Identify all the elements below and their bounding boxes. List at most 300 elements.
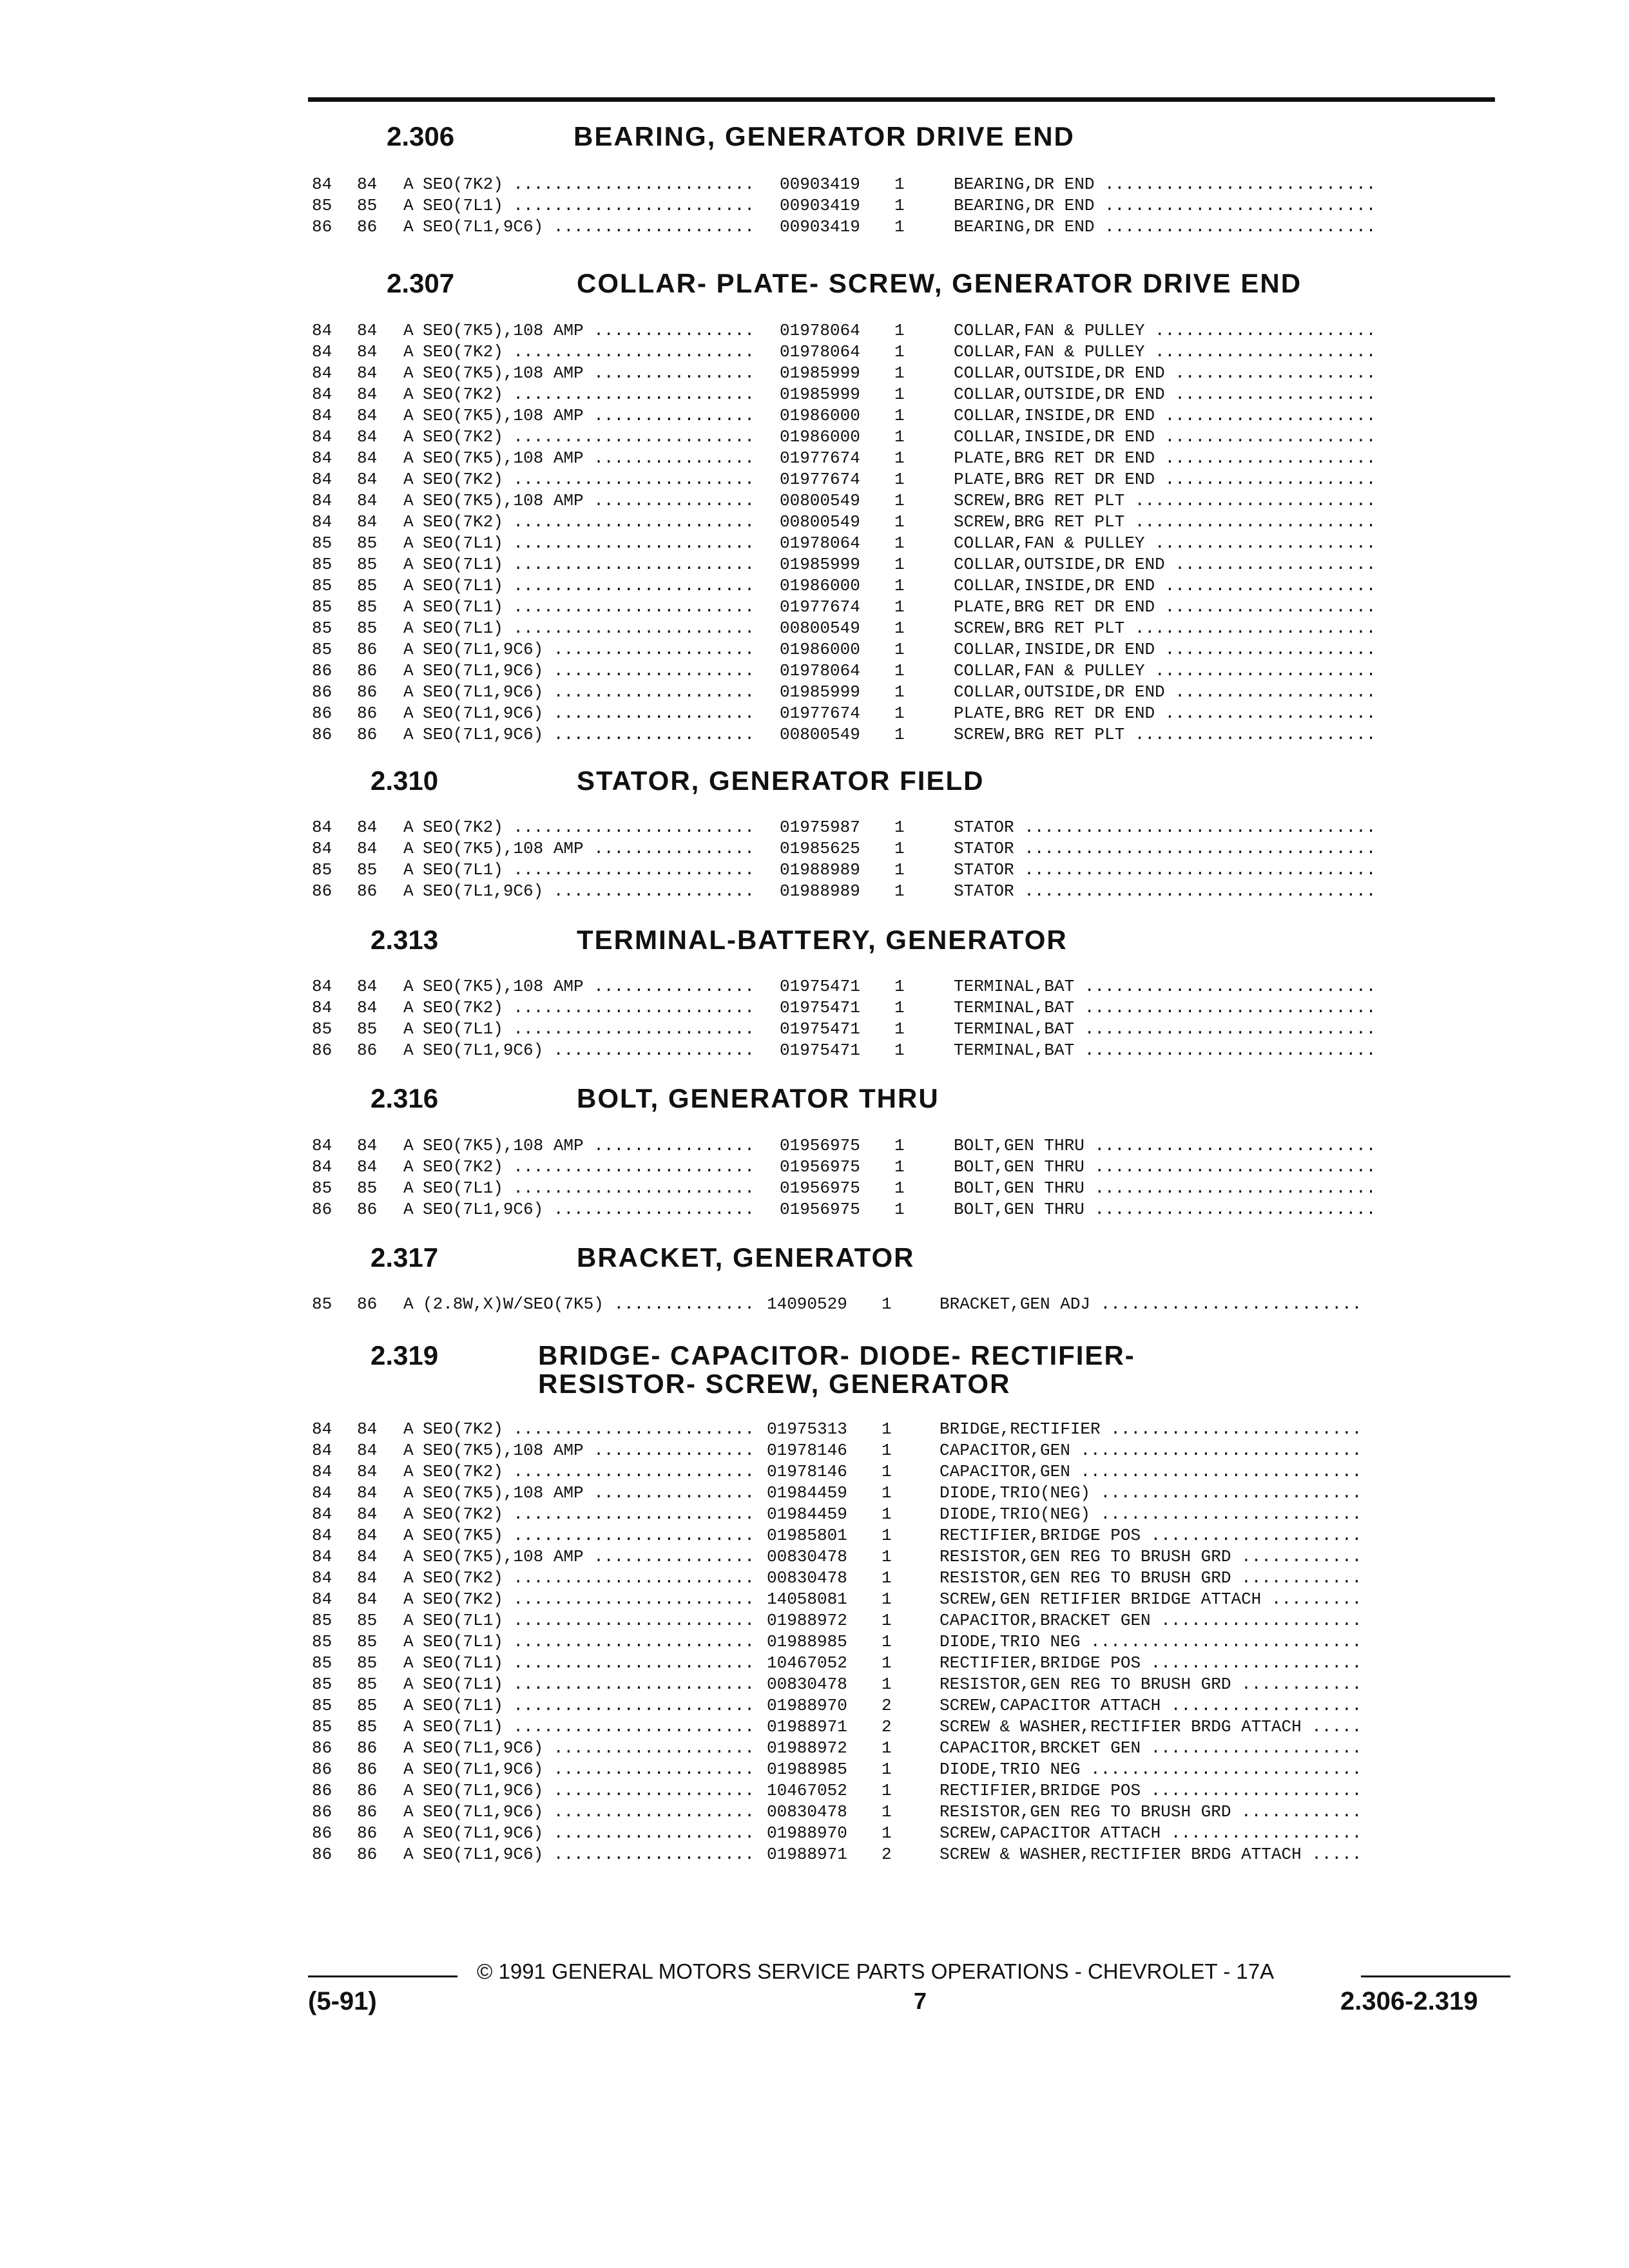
section-number: 2.310 [371,765,439,796]
quantity: 1 [882,1294,892,1314]
quantity: 1 [894,881,905,901]
quantity: 1 [894,860,905,879]
model-year-to: 84 [357,1441,378,1460]
part-number: 01956975 [780,1200,860,1219]
part-number: 00800549 [780,725,860,744]
usage-code: SEO(7L1) ..... [423,1653,758,1674]
description: DIODE,TRIO NEG ..... [940,1759,1365,1780]
usage-code: SEO(7L1,9C6) ..... [423,724,758,745]
part-number: 01978146 [767,1441,847,1460]
group-code: A [403,448,414,468]
model-year-to: 84 [357,427,378,447]
model-year-from: 86 [312,1802,333,1821]
model-year-to: 86 [357,640,378,659]
quantity: 1 [894,427,905,447]
quantity: 1 [882,1802,892,1821]
table-row [0,817,1629,838]
group-code: A [403,1136,414,1155]
description: TERMINAL,BAT ..... [954,1040,1379,1061]
usage-code: SEO(7K5),108 AMP ..... [423,363,758,384]
quantity: 1 [882,1504,892,1524]
quantity: 1 [894,661,905,680]
usage-code: SEO(7L1,9C6) ..... [423,1823,758,1844]
quantity: 2 [882,1845,892,1864]
part-number: 01985999 [780,555,860,574]
quantity: 1 [882,1419,892,1439]
description: COLLAR,INSIDE,DR END ..... [954,575,1379,597]
model-year-to: 84 [357,1157,378,1177]
model-year-to: 84 [357,342,378,361]
usage-code: SEO(7L1) ..... [423,1178,758,1199]
section-title: BOLT, GENERATOR THRU [577,1083,940,1113]
part-number: 01975313 [767,1419,847,1439]
description: RESISTOR,GEN REG TO BRUSH GRD ..... [940,1674,1365,1695]
table-row [0,554,1629,575]
usage-code: SEO(7K5),108 AMP ..... [423,448,758,469]
usage-code: SEO(7L1,9C6) ..... [423,1199,758,1220]
section-title: BRIDGE- CAPACITOR- DIODE- RECTIFIER- RESISTOR- SCREW, GENERATOR [538,1340,1135,1399]
usage-code: SEO(7K5),108 AMP ..... [423,838,758,860]
quantity: 2 [882,1696,892,1715]
part-number: 01975987 [780,818,860,837]
model-year-from: 84 [312,1547,333,1566]
description: COLLAR,INSIDE,DR END ..... [954,405,1379,427]
description: BEARING,DR END ..... [954,174,1379,195]
part-number: 01977674 [780,597,860,617]
model-year-from: 85 [312,1653,333,1673]
description: SCREW,CAPACITOR ATTACH ..... [940,1695,1365,1716]
model-year-to: 84 [357,470,378,489]
part-number: 01988972 [767,1611,847,1630]
table-row [0,320,1629,341]
model-year-to: 86 [357,1760,378,1779]
usage-code: SEO(7L1) ..... [423,1019,758,1040]
group-code: A [403,1781,414,1800]
model-year-from: 86 [312,1200,333,1219]
part-number: 00903419 [780,217,860,236]
usage-code: SEO(7K2) ..... [423,1419,758,1440]
description: BOLT,GEN THRU ..... [954,1199,1379,1220]
usage-code: SEO(7L1) ..... [423,860,758,881]
group-code: A [403,342,414,361]
quantity: 1 [894,839,905,858]
model-year-to: 84 [357,1504,378,1524]
group-code: A [403,1632,414,1651]
model-year-to: 85 [357,1717,378,1736]
model-year-from: 85 [312,619,333,638]
usage-code: SEO(7L1) ..... [423,1674,758,1695]
quantity: 1 [882,1738,892,1758]
table-row [0,1546,1629,1568]
footer-rule-left [308,1975,458,1977]
model-year-from: 84 [312,342,333,361]
table-row [0,405,1629,427]
table-row [0,533,1629,554]
description: BEARING,DR END ..... [954,216,1379,238]
parts-table [0,1135,1629,1220]
description: CAPACITOR,BRCKET GEN ..... [940,1738,1365,1759]
footer-date: (5-91) [308,1987,377,2015]
usage-code: SEO(7K5),108 AMP ..... [423,405,758,427]
table-row [0,174,1629,195]
group-code: A [403,1041,414,1060]
group-code: A [403,1845,414,1864]
table-row [0,618,1629,639]
part-number: 01978064 [780,661,860,680]
part-number: 14058081 [767,1590,847,1609]
group-code: A [403,1294,414,1314]
model-year-to: 86 [357,1823,378,1843]
usage-code: SEO(7L1) ..... [423,554,758,575]
model-year-from: 84 [312,448,333,468]
part-number: 01988985 [767,1760,847,1779]
model-year-to: 84 [357,839,378,858]
model-year-from: 84 [312,839,333,858]
description: SCREW & WASHER,RECTIFIER BRDG ATTACH ..... [940,1716,1365,1738]
quantity: 1 [894,342,905,361]
table-row [0,660,1629,682]
part-number: 01986000 [780,640,860,659]
part-number: 01988989 [780,860,860,879]
group-code: A [403,1738,414,1758]
description: BOLT,GEN THRU ..... [954,1178,1379,1199]
model-year-from: 84 [312,1441,333,1460]
quantity: 1 [894,406,905,425]
group-code: A [403,1526,414,1545]
description: DIODE,TRIO(NEG) ..... [940,1483,1365,1504]
quantity: 1 [882,1568,892,1588]
model-year-to: 85 [357,1653,378,1673]
description: TERMINAL,BAT ..... [954,976,1379,997]
group-code: A [403,998,414,1017]
description: RECTIFIER,BRIDGE POS ..... [940,1653,1365,1674]
group-code: A [403,682,414,702]
model-year-from: 84 [312,1136,333,1155]
usage-code: SEO(7K2) ..... [423,817,758,838]
section-title: STATOR, GENERATOR FIELD [577,765,985,796]
footer-copyright: © 1991 GENERAL MOTORS SERVICE PARTS OPERATIONS - CHEVROLET - 17A [477,1959,1275,1983]
part-number: 01977674 [780,448,860,468]
description: COLLAR,INSIDE,DR END ..... [954,427,1379,448]
description: SCREW,GEN RETIFIER BRIDGE ATTACH ..... [940,1589,1365,1610]
part-number: 14090529 [767,1294,847,1314]
parts-table [0,1419,1629,1865]
table-row [0,448,1629,469]
group-code: A [403,491,414,510]
table-row [0,838,1629,860]
part-number: 01975471 [780,977,860,996]
quantity: 1 [894,1200,905,1219]
table-row [0,597,1629,618]
table-row [0,1157,1629,1178]
section-number: 2.307 [387,268,455,298]
quantity: 1 [894,1157,905,1177]
quantity: 1 [894,321,905,340]
quantity: 1 [894,385,905,404]
part-number: 01988989 [780,881,860,901]
part-number: 01956975 [780,1136,860,1155]
table-row [0,1440,1629,1461]
model-year-from: 84 [312,175,333,194]
usage-code: SEO(7L1,9C6) ..... [423,1738,758,1759]
description: CAPACITOR,BRACKET GEN ..... [940,1610,1365,1631]
group-code: A [403,1200,414,1219]
group-code: A [403,881,414,901]
quantity: 1 [882,1462,892,1481]
quantity: 1 [882,1675,892,1694]
group-code: A [403,512,414,532]
model-year-from: 86 [312,682,333,702]
model-year-from: 85 [312,1717,333,1736]
model-year-from: 86 [312,1845,333,1864]
group-code: A [403,555,414,574]
part-number: 01977674 [780,704,860,723]
description: COLLAR,FAN & PULLEY ..... [954,320,1379,341]
usage-code: SEO(7K5),108 AMP ..... [423,1440,758,1461]
part-number: 01975471 [780,1019,860,1039]
usage-code: SEO(7K2) ..... [423,512,758,533]
model-year-to: 86 [357,1041,378,1060]
model-year-to: 84 [357,385,378,404]
usage-code: SEO(7K2) ..... [423,997,758,1019]
model-year-to: 86 [357,725,378,744]
model-year-from: 85 [312,640,333,659]
group-code: A [403,533,414,553]
group-code: A [403,1483,414,1503]
usage-code: SEO(7K2) ..... [423,1157,758,1178]
description: COLLAR,OUTSIDE,DR END ..... [954,682,1379,703]
usage-code: SEO(7L1,9C6) ..... [423,881,758,902]
model-year-from: 84 [312,406,333,425]
parts-table [0,174,1629,238]
model-year-to: 85 [357,555,378,574]
group-code: A [403,321,414,340]
quantity: 1 [882,1653,892,1673]
part-number: 01985999 [780,363,860,383]
model-year-to: 84 [357,321,378,340]
part-number: 01975471 [780,1041,860,1060]
quantity: 1 [894,363,905,383]
usage-code: SEO(7L1) ..... [423,597,758,618]
part-number: 00800549 [780,491,860,510]
model-year-to: 85 [357,196,378,215]
section-title: BRACKET, GENERATOR [577,1242,915,1273]
section-number: 2.316 [371,1083,439,1113]
table-row [0,1759,1629,1780]
group-code: A [403,175,414,194]
model-year-to: 86 [357,1845,378,1864]
model-year-to: 84 [357,448,378,468]
usage-code: SEO(7L1) ..... [423,1610,758,1631]
description: BEARING,DR END ..... [954,195,1379,216]
model-year-from: 86 [312,881,333,901]
group-code: A [403,1547,414,1566]
section-number: 2.313 [371,925,439,955]
group-code: A [403,1441,414,1460]
model-year-to: 84 [357,512,378,532]
model-year-from: 85 [312,1019,333,1039]
model-year-to: 84 [357,363,378,383]
part-number: 01978146 [767,1462,847,1481]
part-number: 01956975 [780,1178,860,1198]
description: TERMINAL,BAT ..... [954,1019,1379,1040]
description: BOLT,GEN THRU ..... [954,1157,1379,1178]
usage-code: SEO(7K5),108 AMP ..... [423,976,758,997]
section-title: TERMINAL-BATTERY, GENERATOR [577,925,1068,955]
model-year-from: 84 [312,1419,333,1439]
description: STATOR ..... [954,838,1379,860]
model-year-to: 86 [357,1200,378,1219]
description: RESISTOR,GEN REG TO BRUSH GRD ..... [940,1802,1365,1823]
group-code: A [403,1462,414,1481]
quantity: 1 [894,491,905,510]
quantity: 1 [894,470,905,489]
model-year-from: 86 [312,704,333,723]
model-year-from: 85 [312,1696,333,1715]
part-number: 01985625 [780,839,860,858]
usage-code: SEO(7K2) ..... [423,427,758,448]
quantity: 1 [894,1136,905,1155]
quantity: 1 [894,1178,905,1198]
quantity: 1 [882,1526,892,1545]
group-code: A [403,1675,414,1694]
model-year-from: 85 [312,533,333,553]
model-year-to: 85 [357,1632,378,1651]
section-number: 2.317 [371,1242,439,1273]
group-code: A [403,597,414,617]
table-row [0,997,1629,1019]
group-code: A [403,470,414,489]
model-year-to: 85 [357,1675,378,1694]
usage-code: SEO(7K2) ..... [423,469,758,490]
table-row [0,1019,1629,1040]
group-code: A [403,619,414,638]
usage-code: SEO(7L1,9C6) ..... [423,216,758,238]
section-number: 2.319 [371,1340,439,1370]
table-row [0,1674,1629,1695]
group-code: A [403,1568,414,1588]
usage-code: SEO(7L1,9C6) ..... [423,660,758,682]
table-row [0,1178,1629,1199]
group-code: A [403,576,414,595]
quantity: 1 [894,1041,905,1060]
model-year-to: 84 [357,1419,378,1439]
part-number: 01984459 [767,1483,847,1503]
part-number: 01988970 [767,1696,847,1715]
description: CAPACITOR,GEN ..... [940,1440,1365,1461]
model-year-to: 85 [357,597,378,617]
table-row [0,881,1629,902]
table-row [0,1294,1629,1315]
section-title: BEARING, GENERATOR DRIVE END [574,121,1075,151]
model-year-to: 85 [357,1611,378,1630]
model-year-from: 84 [312,1462,333,1481]
model-year-to: 86 [357,1781,378,1800]
table-row [0,1568,1629,1589]
part-number: 01978064 [780,321,860,340]
group-code: A [403,1590,414,1609]
quantity: 1 [894,512,905,532]
usage-code: SEO(7K2) ..... [423,1568,758,1589]
parts-table [0,817,1629,902]
model-year-to: 85 [357,619,378,638]
description: DIODE,TRIO(NEG) ..... [940,1504,1365,1525]
quantity: 1 [894,576,905,595]
model-year-to: 84 [357,1568,378,1588]
usage-code: SEO(7L1,9C6) ..... [423,1759,758,1780]
usage-code: SEO(7L1,9C6) ..... [423,1844,758,1865]
table-row [0,575,1629,597]
top-rule [308,97,1495,102]
model-year-from: 84 [312,1157,333,1177]
table-row [0,1653,1629,1674]
model-year-from: 85 [312,1675,333,1694]
model-year-from: 85 [312,1632,333,1651]
model-year-from: 85 [312,1294,333,1314]
part-number: 01978064 [780,533,860,553]
quantity: 1 [882,1632,892,1651]
table-row [0,1802,1629,1823]
group-code: A [403,1504,414,1524]
usage-code: SEO(7K5),108 AMP ..... [423,1546,758,1568]
quantity: 1 [894,998,905,1017]
group-code: A [403,661,414,680]
usage-code: SEO(7K5),108 AMP ..... [423,490,758,512]
part-number: 10467052 [767,1653,847,1673]
group-code: A [403,1611,414,1630]
model-year-to: 84 [357,175,378,194]
table-row [0,341,1629,363]
quantity: 1 [894,619,905,638]
part-number: 01988971 [767,1845,847,1864]
part-number: 01956975 [780,1157,860,1177]
model-year-from: 85 [312,860,333,879]
model-year-from: 86 [312,1760,333,1779]
part-number: 00800549 [780,619,860,638]
usage-code: SEO(7L1,9C6) ..... [423,1802,758,1823]
description: COLLAR,FAN & PULLEY ..... [954,533,1379,554]
description: TERMINAL,BAT ..... [954,997,1379,1019]
description: SCREW,BRG RET PLT ..... [954,618,1379,639]
table-row [0,639,1629,660]
table-row [0,1738,1629,1759]
part-number: 01975471 [780,998,860,1017]
part-number: 00830478 [767,1547,847,1566]
group-code: A [403,860,414,879]
model-year-to: 84 [357,1590,378,1609]
usage-code: SEO(7L1,9C6) ..... [423,639,758,660]
description: COLLAR,OUTSIDE,DR END ..... [954,363,1379,384]
model-year-to: 86 [357,1802,378,1821]
model-year-from: 84 [312,998,333,1017]
model-year-from: 85 [312,196,333,215]
description: SCREW,BRG RET PLT ..... [954,724,1379,745]
usage-code: SEO(7L1) ..... [423,533,758,554]
group-code: A [403,1019,414,1039]
group-code: A [403,640,414,659]
table-row [0,1695,1629,1716]
quantity: 1 [894,448,905,468]
quantity: 1 [882,1441,892,1460]
model-year-from: 86 [312,1823,333,1843]
model-year-from: 84 [312,321,333,340]
quantity: 1 [894,196,905,215]
group-code: A [403,977,414,996]
part-number: 00830478 [767,1802,847,1821]
part-number: 01988972 [767,1738,847,1758]
group-code: A [403,1157,414,1177]
quantity: 1 [894,977,905,996]
